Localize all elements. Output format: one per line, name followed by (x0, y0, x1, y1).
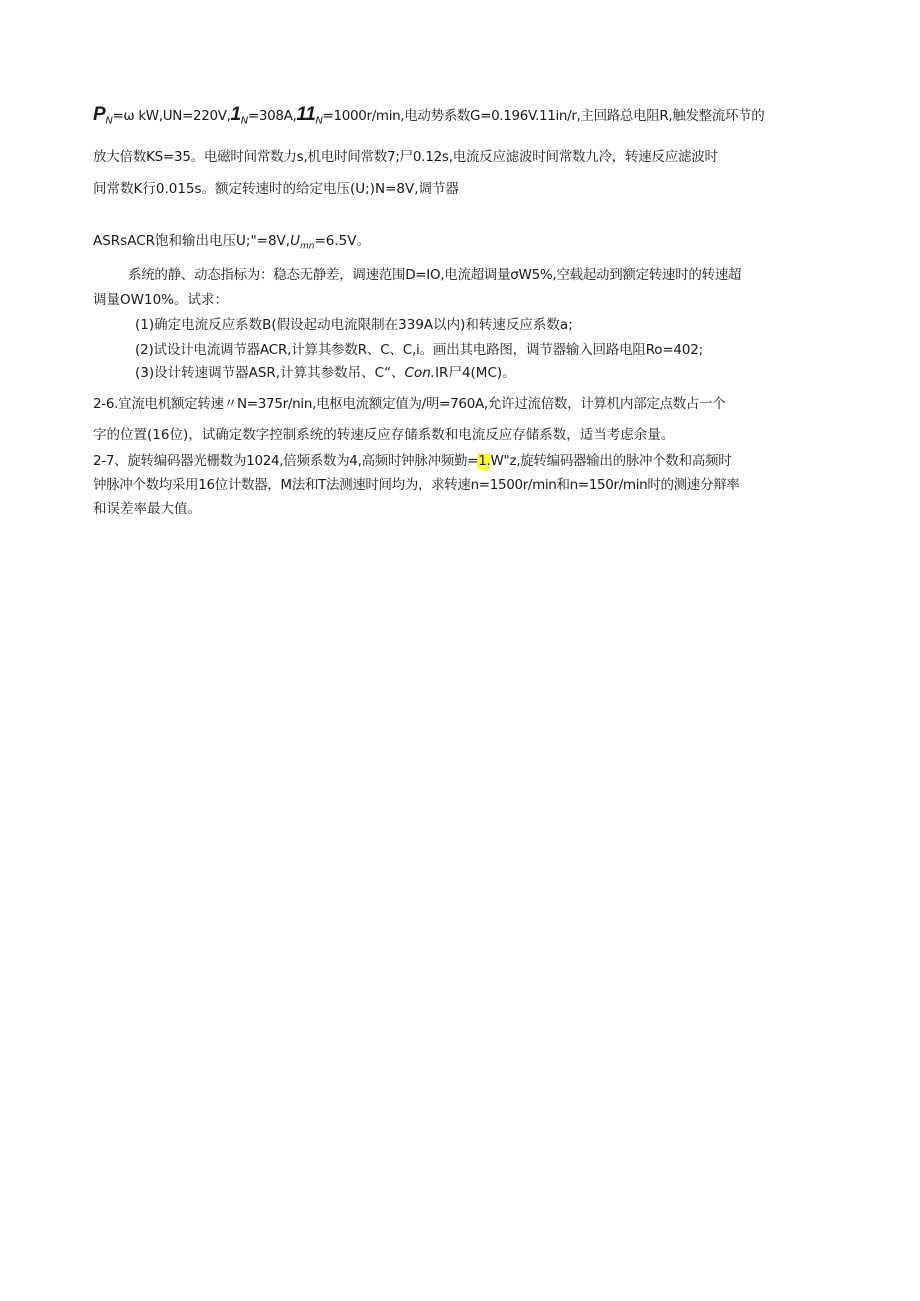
text-run: =6.5V。 (314, 233, 370, 249)
text-run: (3)设计转速调节器ASR,计算其参数吊、C“、 (135, 365, 405, 381)
text-run: 2-7、旋转编码器光栅数为1024,倍频系数为4,高频时钟脉冲频勤= (93, 453, 479, 469)
problem-text-line: 2-6.宜流电机额定转速〃N=375r/nin,电枢电流额定值为/明=760A,允许过流倍数，计算机内部定点数占一个 (93, 396, 726, 412)
highlighted-text: 1. (478, 453, 491, 469)
subscript: N (105, 115, 113, 127)
symbol-i: 1 (230, 104, 241, 125)
problem-text-line: 间常数K行0.015s。额定转速时的给定电压(U;)N=8V,调节器 (93, 181, 460, 197)
symbol-n: 11 (296, 104, 316, 125)
text-run: Con. (404, 365, 436, 381)
text-run: =ω kW, (112, 108, 163, 124)
problem-text-line: 字的位置(16位)，试确定数字控制系统的转速反应存储系数和电流反应存储系数，适当考虑余量。 (93, 427, 675, 443)
text-run: W"z,旋转编码器输出的脉冲个数和高频时 (490, 453, 732, 469)
subscript: N (240, 115, 248, 127)
problem-text-line (93, 229, 833, 252)
symbol-p: P (93, 104, 106, 125)
problem-text-line: 和误差率最大值。 (93, 501, 201, 517)
problem-text-line (93, 104, 833, 127)
text-run: =308A, (247, 108, 297, 124)
text-run: ASRsACR饱和输出电压U;"=8V, (93, 233, 291, 249)
subscript: mn (299, 241, 315, 252)
problem-text-line: 系统的静、动态指标为：稳态无静差，调速范围D=IO,电流超调量σW5%,空载起动到额定转速时的转速超 (128, 267, 742, 283)
text-run: =1000r/min,电动势系数G=0.196V.11in/r,主回路总电阻R,触发整流环节的 (322, 108, 765, 124)
problem-text-line: 调量OW10%。试求： (93, 292, 228, 308)
question-item-3 (135, 361, 833, 381)
symbol-u: U (290, 233, 300, 249)
question-item-2: (2)试设计电流调节器ACR,计算其参数R、C、C,i。画出其电路图，调节器输入回路电阻Ro=402; (135, 342, 703, 358)
subscript: N (315, 115, 323, 127)
problem-text-line (93, 449, 833, 469)
problem-text-line: 钟脉冲个数均采用16位计数器，M法和T法测速时间均为，求转速n=1500r/min和n=150r/min时的测速分辩率 (93, 477, 740, 493)
text-run: UN=220V, (162, 108, 231, 124)
question-item-1: (1)确定电流反应系数B(假设起动电流限制在339A以内)和转速反应系数a; (135, 317, 573, 333)
text-run: IR尸4(MC)。 (435, 365, 516, 381)
problem-text-line: 放大倍数KS=35。电磁时间常数力s,机电时间常数7;尸0.12s,电流反应滤波时间常数九冷，转速反应滤波时 (93, 149, 718, 165)
